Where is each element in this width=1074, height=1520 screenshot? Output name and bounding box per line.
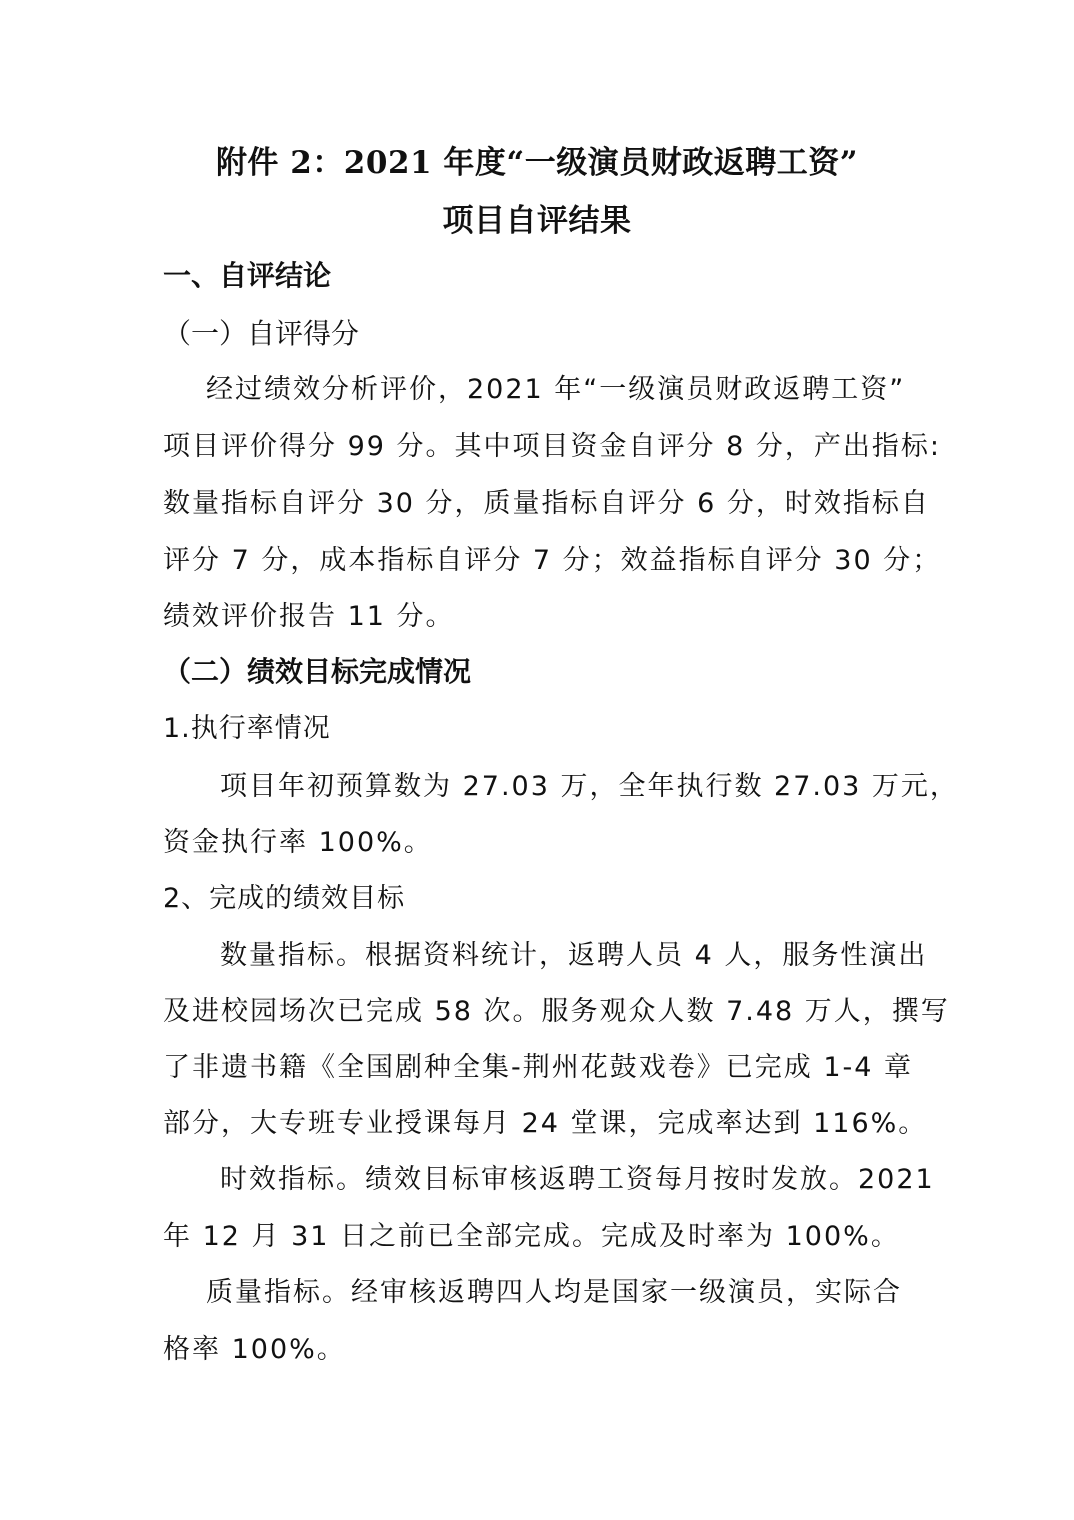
paragraph-line: 年 12 月 31 日之前已全部完成。完成及时率为 100%。: [163, 1221, 900, 1252]
paragraph-line: 资金执行率 100%。: [163, 827, 433, 858]
paragraph-line: 绩效评价报告 11 分。: [163, 601, 455, 632]
paragraph-line: 数量指标自评分 30 分，质量指标自评分 6 分，时效指标自: [163, 488, 930, 519]
paragraph-line: 数量指标。根据资料统计，返聘人员 4 人，服务性演出: [220, 940, 928, 971]
paragraph-line: 格率 100%。: [163, 1334, 346, 1365]
paragraph-line: 项目年初预算数为 27.03 万，全年执行数 27.03 万元，: [220, 771, 959, 802]
document-title-line-2: 项目自评结果: [442, 203, 632, 239]
item-title-performance-goals: 2、完成的绩效目标: [163, 883, 406, 914]
paragraph-line: 评分 7 分，成本指标自评分 7 分；效益指标自评分 30 分；: [163, 545, 942, 576]
paragraph-line: 时效指标。绩效目标审核返聘工资每月按时发放。2021: [220, 1164, 935, 1195]
paragraph-line: 经过绩效分析评价，2021 年“一级演员财政返聘工资”: [206, 374, 906, 405]
paragraph-line: 了非遗书籍《全国剧种全集-荆州花鼓戏卷》已完成 1-4 章: [163, 1052, 914, 1083]
paragraph-line: 及进校园场次已完成 58 次。服务观众人数 7.48 万人，撰写: [163, 996, 950, 1027]
subsection-heading-score: （一）自评得分: [163, 317, 360, 350]
paragraph-line: 项目评价得分 99 分。其中项目资金自评分 8 分，产出指标:: [163, 431, 941, 462]
paragraph-line: 部分，大专班专业授课每月 24 堂课，完成率达到 116%。: [163, 1108, 928, 1139]
item-title-execution-rate: 1.执行率情况: [163, 713, 331, 744]
paragraph-line: 质量指标。经审核返聘四人均是国家一级演员，实际合: [206, 1277, 902, 1308]
section-heading-conclusion: 一、自评结论: [163, 259, 332, 292]
subsection-heading-goals: （二）绩效目标完成情况: [163, 655, 472, 688]
document-title-line-1: 附件 2：2021 年度“一级演员财政返聘工资”: [215, 145, 859, 181]
